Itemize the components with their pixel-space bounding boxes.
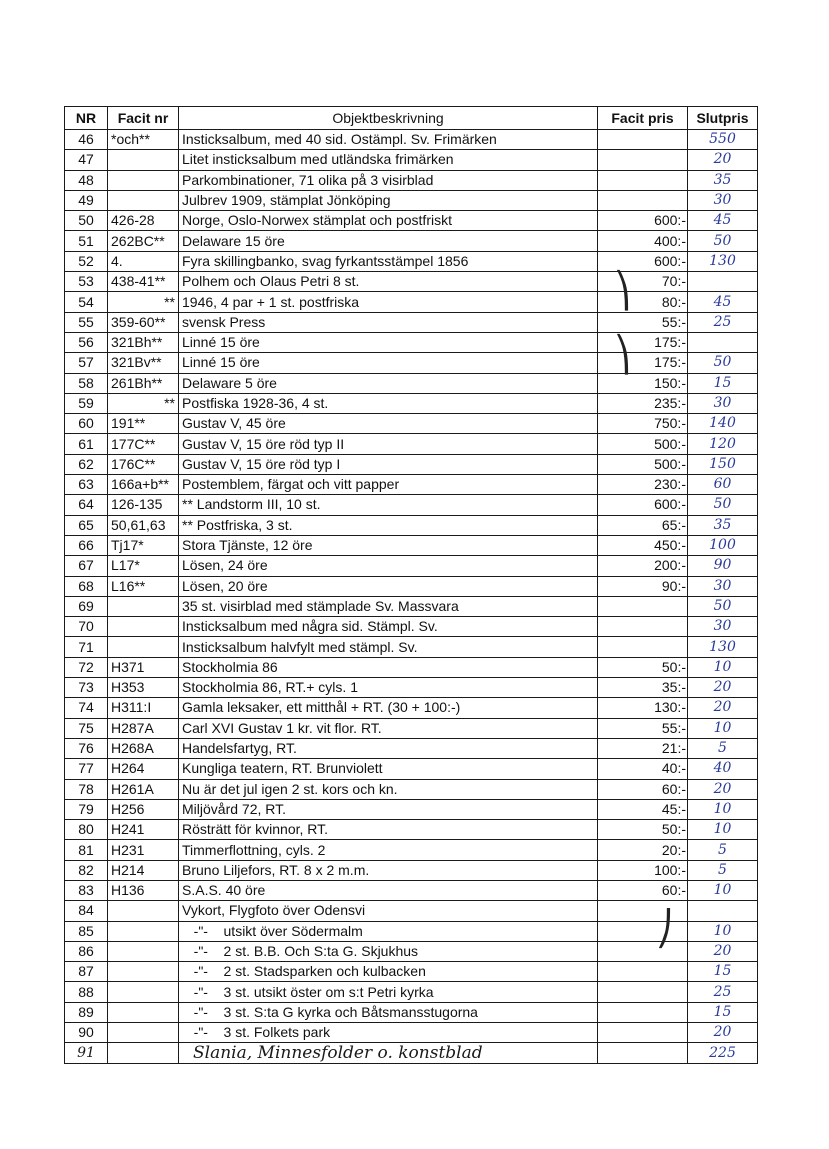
final-price: 50: [688, 353, 758, 373]
facit-price: [598, 982, 688, 1002]
table-body: [65, 130, 758, 1064]
facit-price: [598, 1023, 688, 1043]
final-price: 225: [688, 1043, 758, 1063]
facit-number: 176C**: [108, 454, 179, 474]
table-row: [65, 941, 758, 961]
facit-price: 600:-: [598, 211, 688, 231]
facit-number: H268A: [108, 738, 179, 758]
facit-number: H261A: [108, 779, 179, 799]
table-row: [65, 535, 758, 555]
facit-price: 35:-: [598, 678, 688, 698]
lot-description: -"- 3 st. S:ta G kyrka och Båtsmansstugorna: [179, 1002, 598, 1022]
facit-number: [108, 170, 179, 190]
facit-number: L17*: [108, 556, 179, 576]
lot-number: 91: [65, 1043, 108, 1063]
facit-number: L16**: [108, 576, 179, 596]
lot-description: -"- 3 st. utsikt öster om s:t Petri kyrka: [179, 982, 598, 1002]
final-price: [688, 332, 758, 352]
table-row: [65, 880, 758, 900]
table-row: [65, 393, 758, 413]
table-row: [65, 556, 758, 576]
table-row: [65, 211, 758, 231]
lot-description: Gustav V, 45 öre: [179, 414, 598, 434]
bracket-53-54: ⎞: [614, 271, 631, 311]
table-row: [65, 190, 758, 210]
final-price: 550: [688, 130, 758, 150]
table-row: [65, 982, 758, 1002]
facit-price: 450:-: [598, 535, 688, 555]
final-price: 30: [688, 576, 758, 596]
facit-number: [108, 1023, 179, 1043]
lot-number: 54: [65, 292, 108, 312]
lot-description: Insticksalbum, med 40 sid. Ostämpl. Sv. Frimärken: [179, 130, 598, 150]
lot-number: 84: [65, 901, 108, 921]
facit-number: 177C**: [108, 434, 179, 454]
facit-price: [598, 596, 688, 616]
facit-number: [108, 1043, 179, 1063]
lot-description: Gustav V, 15 öre röd typ I: [179, 454, 598, 474]
facit-number: 359-60**: [108, 312, 179, 332]
final-price: 5: [688, 840, 758, 860]
table-row: [65, 617, 758, 637]
lot-description: Postemblem, färgat och vitt papper: [179, 475, 598, 495]
lot-description: -"- 2 st. Stadsparken och kulbacken: [179, 962, 598, 982]
table-row: [65, 799, 758, 819]
lot-description: Stockholmia 86: [179, 657, 598, 677]
facit-price: 175:-: [598, 353, 688, 373]
facit-number: [108, 921, 179, 941]
table-row: [65, 1043, 758, 1063]
facit-price: 600:-: [598, 495, 688, 515]
facit-number: [108, 1002, 179, 1022]
lot-description: Miljövård 72, RT.: [179, 799, 598, 819]
facit-price: [598, 617, 688, 637]
lot-number: 58: [65, 373, 108, 393]
lot-number: 56: [65, 332, 108, 352]
final-price: 10: [688, 880, 758, 900]
facit-number: H214: [108, 860, 179, 880]
lot-number: 74: [65, 698, 108, 718]
facit-price: 70:-: [598, 272, 688, 292]
final-price: 120: [688, 434, 758, 454]
lot-description: Linné 15 öre: [179, 353, 598, 373]
lot-number: 88: [65, 982, 108, 1002]
facit-price: 500:-: [598, 434, 688, 454]
final-price: 20: [688, 698, 758, 718]
facit-price: 20:-: [598, 840, 688, 860]
facit-number: **: [108, 292, 179, 312]
auction-list-table: [64, 106, 758, 1064]
facit-number: [108, 617, 179, 637]
facit-price: 65:-: [598, 515, 688, 535]
lot-number: 62: [65, 454, 108, 474]
facit-number: [108, 982, 179, 1002]
facit-number: Tj17*: [108, 535, 179, 555]
table-row: [65, 657, 758, 677]
table-row: [65, 475, 758, 495]
final-price: 130: [688, 251, 758, 271]
lot-number: 59: [65, 393, 108, 413]
facit-number: 426-28: [108, 211, 179, 231]
lot-description: Slania, Minnesfolder o. konstblad: [179, 1043, 598, 1063]
final-price: 10: [688, 921, 758, 941]
facit-number: 50,61,63: [108, 515, 179, 535]
facit-price: 60:-: [598, 880, 688, 900]
lot-description: Carl XVI Gustav 1 kr. vit flor. RT.: [179, 718, 598, 738]
lot-description: Norge, Oslo-Norwex stämplat och postfriskt: [179, 211, 598, 231]
final-price: 20: [688, 150, 758, 170]
facit-number: 191**: [108, 414, 179, 434]
facit-price: 150:-: [598, 373, 688, 393]
table-row: [65, 353, 758, 373]
facit-price: 55:-: [598, 312, 688, 332]
table-row: [65, 576, 758, 596]
table-row: [65, 231, 758, 251]
table-row: [65, 495, 758, 515]
lot-description: Fyra skillingbanko, svag fyrkantsstämpel 1856: [179, 251, 598, 271]
final-price: 20: [688, 941, 758, 961]
facit-number: *och**: [108, 130, 179, 150]
table-row: [65, 860, 758, 880]
facit-price: 230:-: [598, 475, 688, 495]
table-row: [65, 454, 758, 474]
facit-price: 200:-: [598, 556, 688, 576]
facit-price: [598, 190, 688, 210]
final-price: 15: [688, 1002, 758, 1022]
table-row: [65, 596, 758, 616]
lot-number: 90: [65, 1023, 108, 1043]
facit-number: H353: [108, 678, 179, 698]
facit-number: 261Bh**: [108, 373, 179, 393]
facit-price: 80:-: [598, 292, 688, 312]
facit-price: [598, 1002, 688, 1022]
lot-description: Delaware 15 öre: [179, 231, 598, 251]
facit-number: H136: [108, 880, 179, 900]
table-row: [65, 150, 758, 170]
lot-number: 85: [65, 921, 108, 941]
lot-description: Julbrev 1909, stämplat Jönköping: [179, 190, 598, 210]
table-row: [65, 332, 758, 352]
final-price: 35: [688, 515, 758, 535]
lot-number: 73: [65, 678, 108, 698]
table-row: [65, 373, 758, 393]
final-price: 30: [688, 190, 758, 210]
final-price: 50: [688, 596, 758, 616]
facit-price: 100:-: [598, 860, 688, 880]
lot-number: 77: [65, 759, 108, 779]
lot-description: Litet insticksalbum med utländska frimärken: [179, 150, 598, 170]
final-price: 10: [688, 657, 758, 677]
nr-header: NR: [65, 107, 108, 130]
final-price: 40: [688, 759, 758, 779]
table-row: [65, 840, 758, 860]
final-price: 10: [688, 718, 758, 738]
lot-description: Gamla leksaker, ett mitthål + RT. (30 + 100:-): [179, 698, 598, 718]
lot-number: 87: [65, 962, 108, 982]
table-row: [65, 901, 758, 921]
facit-price: [598, 1043, 688, 1063]
final-price: 140: [688, 414, 758, 434]
facit-number: 166a+b**: [108, 475, 179, 495]
lot-description: Gustav V, 15 öre röd typ II: [179, 434, 598, 454]
facit-price: [598, 170, 688, 190]
lot-description: Lösen, 20 öre: [179, 576, 598, 596]
lot-description: ** Landstorm III, 10 st.: [179, 495, 598, 515]
facit-number: 262BC**: [108, 231, 179, 251]
lot-number: 68: [65, 576, 108, 596]
facit-number: [108, 596, 179, 616]
facit-price: [598, 150, 688, 170]
final-price: 35: [688, 170, 758, 190]
facit-number: 321Bv**: [108, 353, 179, 373]
lot-description: Insticksalbum halvfylt med stämpl. Sv.: [179, 637, 598, 657]
facit-price: 45:-: [598, 799, 688, 819]
table-row: [65, 292, 758, 312]
lot-number: 50: [65, 211, 108, 231]
facit-number: 126-135: [108, 495, 179, 515]
facit-price: [598, 921, 688, 941]
lot-description: Linné 15 öre: [179, 332, 598, 352]
facit-price: 40:-: [598, 759, 688, 779]
final-price: 60: [688, 475, 758, 495]
lot-number: 70: [65, 617, 108, 637]
table-row: [65, 312, 758, 332]
facit-pris-header: Facit pris: [598, 107, 688, 130]
table-row: [65, 515, 758, 535]
final-price: 5: [688, 860, 758, 880]
lot-description: -"- 2 st. B.B. Och S:ta G. Skjukhus: [179, 941, 598, 961]
facit-price: 90:-: [598, 576, 688, 596]
facit-price: 750:-: [598, 414, 688, 434]
bracket-84-85: ⎠: [656, 909, 673, 949]
facit-price: 60:-: [598, 779, 688, 799]
lot-number: 64: [65, 495, 108, 515]
lot-description: Bruno Liljefors, RT. 8 x 2 m.m.: [179, 860, 598, 880]
lot-number: 46: [65, 130, 108, 150]
table-row: [65, 779, 758, 799]
facit-number: H231: [108, 840, 179, 860]
facit-number: [108, 962, 179, 982]
lot-number: 61: [65, 434, 108, 454]
lot-description: Delaware 5 öre: [179, 373, 598, 393]
table-row: [65, 272, 758, 292]
final-price: 150: [688, 454, 758, 474]
lot-description: svensk Press: [179, 312, 598, 332]
table-row: [65, 678, 758, 698]
facit-price: [598, 901, 688, 921]
lot-description: Kungliga teatern, RT. Brunviolett: [179, 759, 598, 779]
lot-number: 79: [65, 799, 108, 819]
facit-number: H256: [108, 799, 179, 819]
lot-number: 86: [65, 941, 108, 961]
table-row: [65, 718, 758, 738]
final-price: 130: [688, 637, 758, 657]
table-row: [65, 820, 758, 840]
facit-number: [108, 941, 179, 961]
lot-description: ** Postfriska, 3 st.: [179, 515, 598, 535]
lot-number: 48: [65, 170, 108, 190]
facit-price: [598, 941, 688, 961]
lot-description: Stockholmia 86, RT.+ cyls. 1: [179, 678, 598, 698]
facit-price: 500:-: [598, 454, 688, 474]
facit-price: 175:-: [598, 332, 688, 352]
final-price: 15: [688, 373, 758, 393]
lot-number: 51: [65, 231, 108, 251]
lot-number: 49: [65, 190, 108, 210]
facit-price: 130:-: [598, 698, 688, 718]
description-header: Objektbeskrivning: [179, 107, 598, 130]
facit-price: [598, 962, 688, 982]
facit-price: 235:-: [598, 393, 688, 413]
facit-price: 50:-: [598, 657, 688, 677]
lot-description: 35 st. visirblad med stämplade Sv. Massvara: [179, 596, 598, 616]
facit-price: [598, 637, 688, 657]
table-row: [65, 1023, 758, 1043]
facit-number: H241: [108, 820, 179, 840]
lot-description: Timmerflottning, cyls. 2: [179, 840, 598, 860]
final-price: 25: [688, 312, 758, 332]
lot-number: 60: [65, 414, 108, 434]
lot-number: 47: [65, 150, 108, 170]
facit-price: 400:-: [598, 231, 688, 251]
lot-number: 75: [65, 718, 108, 738]
final-price: 45: [688, 211, 758, 231]
facit-number: H264: [108, 759, 179, 779]
final-price: 20: [688, 1023, 758, 1043]
facit-number: [108, 901, 179, 921]
lot-description: Handelsfartyg, RT.: [179, 738, 598, 758]
final-price: [688, 901, 758, 921]
table-row: [65, 698, 758, 718]
table-row: [65, 251, 758, 271]
lot-number: 80: [65, 820, 108, 840]
table-row: [65, 434, 758, 454]
facit-price: 600:-: [598, 251, 688, 271]
final-price: [688, 272, 758, 292]
table-row: [65, 130, 758, 150]
table-row: [65, 738, 758, 758]
bracket-56-57: ⎞: [614, 335, 631, 375]
lot-description: Nu är det jul igen 2 st. kors och kn.: [179, 779, 598, 799]
final-price: 30: [688, 617, 758, 637]
lot-description: -"- utsikt över Södermalm: [179, 921, 598, 941]
final-price: 20: [688, 678, 758, 698]
facit-price: [598, 130, 688, 150]
final-price: 5: [688, 738, 758, 758]
table-row: [65, 759, 758, 779]
table-row: [65, 962, 758, 982]
lot-description: Polhem och Olaus Petri 8 st.: [179, 272, 598, 292]
lot-description: Postfiska 1928-36, 4 st.: [179, 393, 598, 413]
lot-number: 83: [65, 880, 108, 900]
final-price: 100: [688, 535, 758, 555]
facit-price: 21:-: [598, 738, 688, 758]
facit-number: H287A: [108, 718, 179, 738]
final-price: 50: [688, 495, 758, 515]
lot-number: 65: [65, 515, 108, 535]
lot-number: 63: [65, 475, 108, 495]
facit-number: 438-41**: [108, 272, 179, 292]
final-price: 45: [688, 292, 758, 312]
lot-number: 52: [65, 251, 108, 271]
header-row: [65, 107, 758, 130]
facit-number: 4.: [108, 251, 179, 271]
table-row: [65, 1002, 758, 1022]
lot-description: Stora Tjänste, 12 öre: [179, 535, 598, 555]
facit-number: H371: [108, 657, 179, 677]
lot-description: Lösen, 24 öre: [179, 556, 598, 576]
lot-number: 71: [65, 637, 108, 657]
lot-number: 55: [65, 312, 108, 332]
slutpris-header: Slutpris: [688, 107, 758, 130]
lot-number: 57: [65, 353, 108, 373]
facit-number: [108, 150, 179, 170]
lot-number: 53: [65, 272, 108, 292]
lot-number: 69: [65, 596, 108, 616]
lot-number: 81: [65, 840, 108, 860]
lot-number: 78: [65, 779, 108, 799]
facit-number: [108, 637, 179, 657]
final-price: 90: [688, 556, 758, 576]
lot-number: 82: [65, 860, 108, 880]
final-price: 20: [688, 779, 758, 799]
facit-number: 321Bh**: [108, 332, 179, 352]
table-row: [65, 637, 758, 657]
lot-number: 67: [65, 556, 108, 576]
lot-description: -"- 3 st. Folkets park: [179, 1023, 598, 1043]
table-row: [65, 170, 758, 190]
final-price: 25: [688, 982, 758, 1002]
lot-description: Parkombinationer, 71 olika på 3 visirblad: [179, 170, 598, 190]
lot-description: Vykort, Flygfoto över Odensvi: [179, 901, 598, 921]
lot-number: 72: [65, 657, 108, 677]
facit-nr-header: Facit nr: [108, 107, 179, 130]
table-row: [65, 414, 758, 434]
final-price: 15: [688, 962, 758, 982]
lot-description: 1946, 4 par + 1 st. postfriska: [179, 292, 598, 312]
table-row: [65, 921, 758, 941]
lot-number: 66: [65, 535, 108, 555]
lot-description: S.A.S. 40 öre: [179, 880, 598, 900]
facit-number: **: [108, 393, 179, 413]
lot-number: 89: [65, 1002, 108, 1022]
final-price: 10: [688, 820, 758, 840]
final-price: 10: [688, 799, 758, 819]
facit-price: 55:-: [598, 718, 688, 738]
lot-description: Rösträtt för kvinnor, RT.: [179, 820, 598, 840]
facit-price: 50:-: [598, 820, 688, 840]
final-price: 30: [688, 393, 758, 413]
final-price: 50: [688, 231, 758, 251]
lot-description: Insticksalbum med några sid. Stämpl. Sv.: [179, 617, 598, 637]
facit-number: [108, 190, 179, 210]
facit-number: H311:I: [108, 698, 179, 718]
lot-number: 76: [65, 738, 108, 758]
